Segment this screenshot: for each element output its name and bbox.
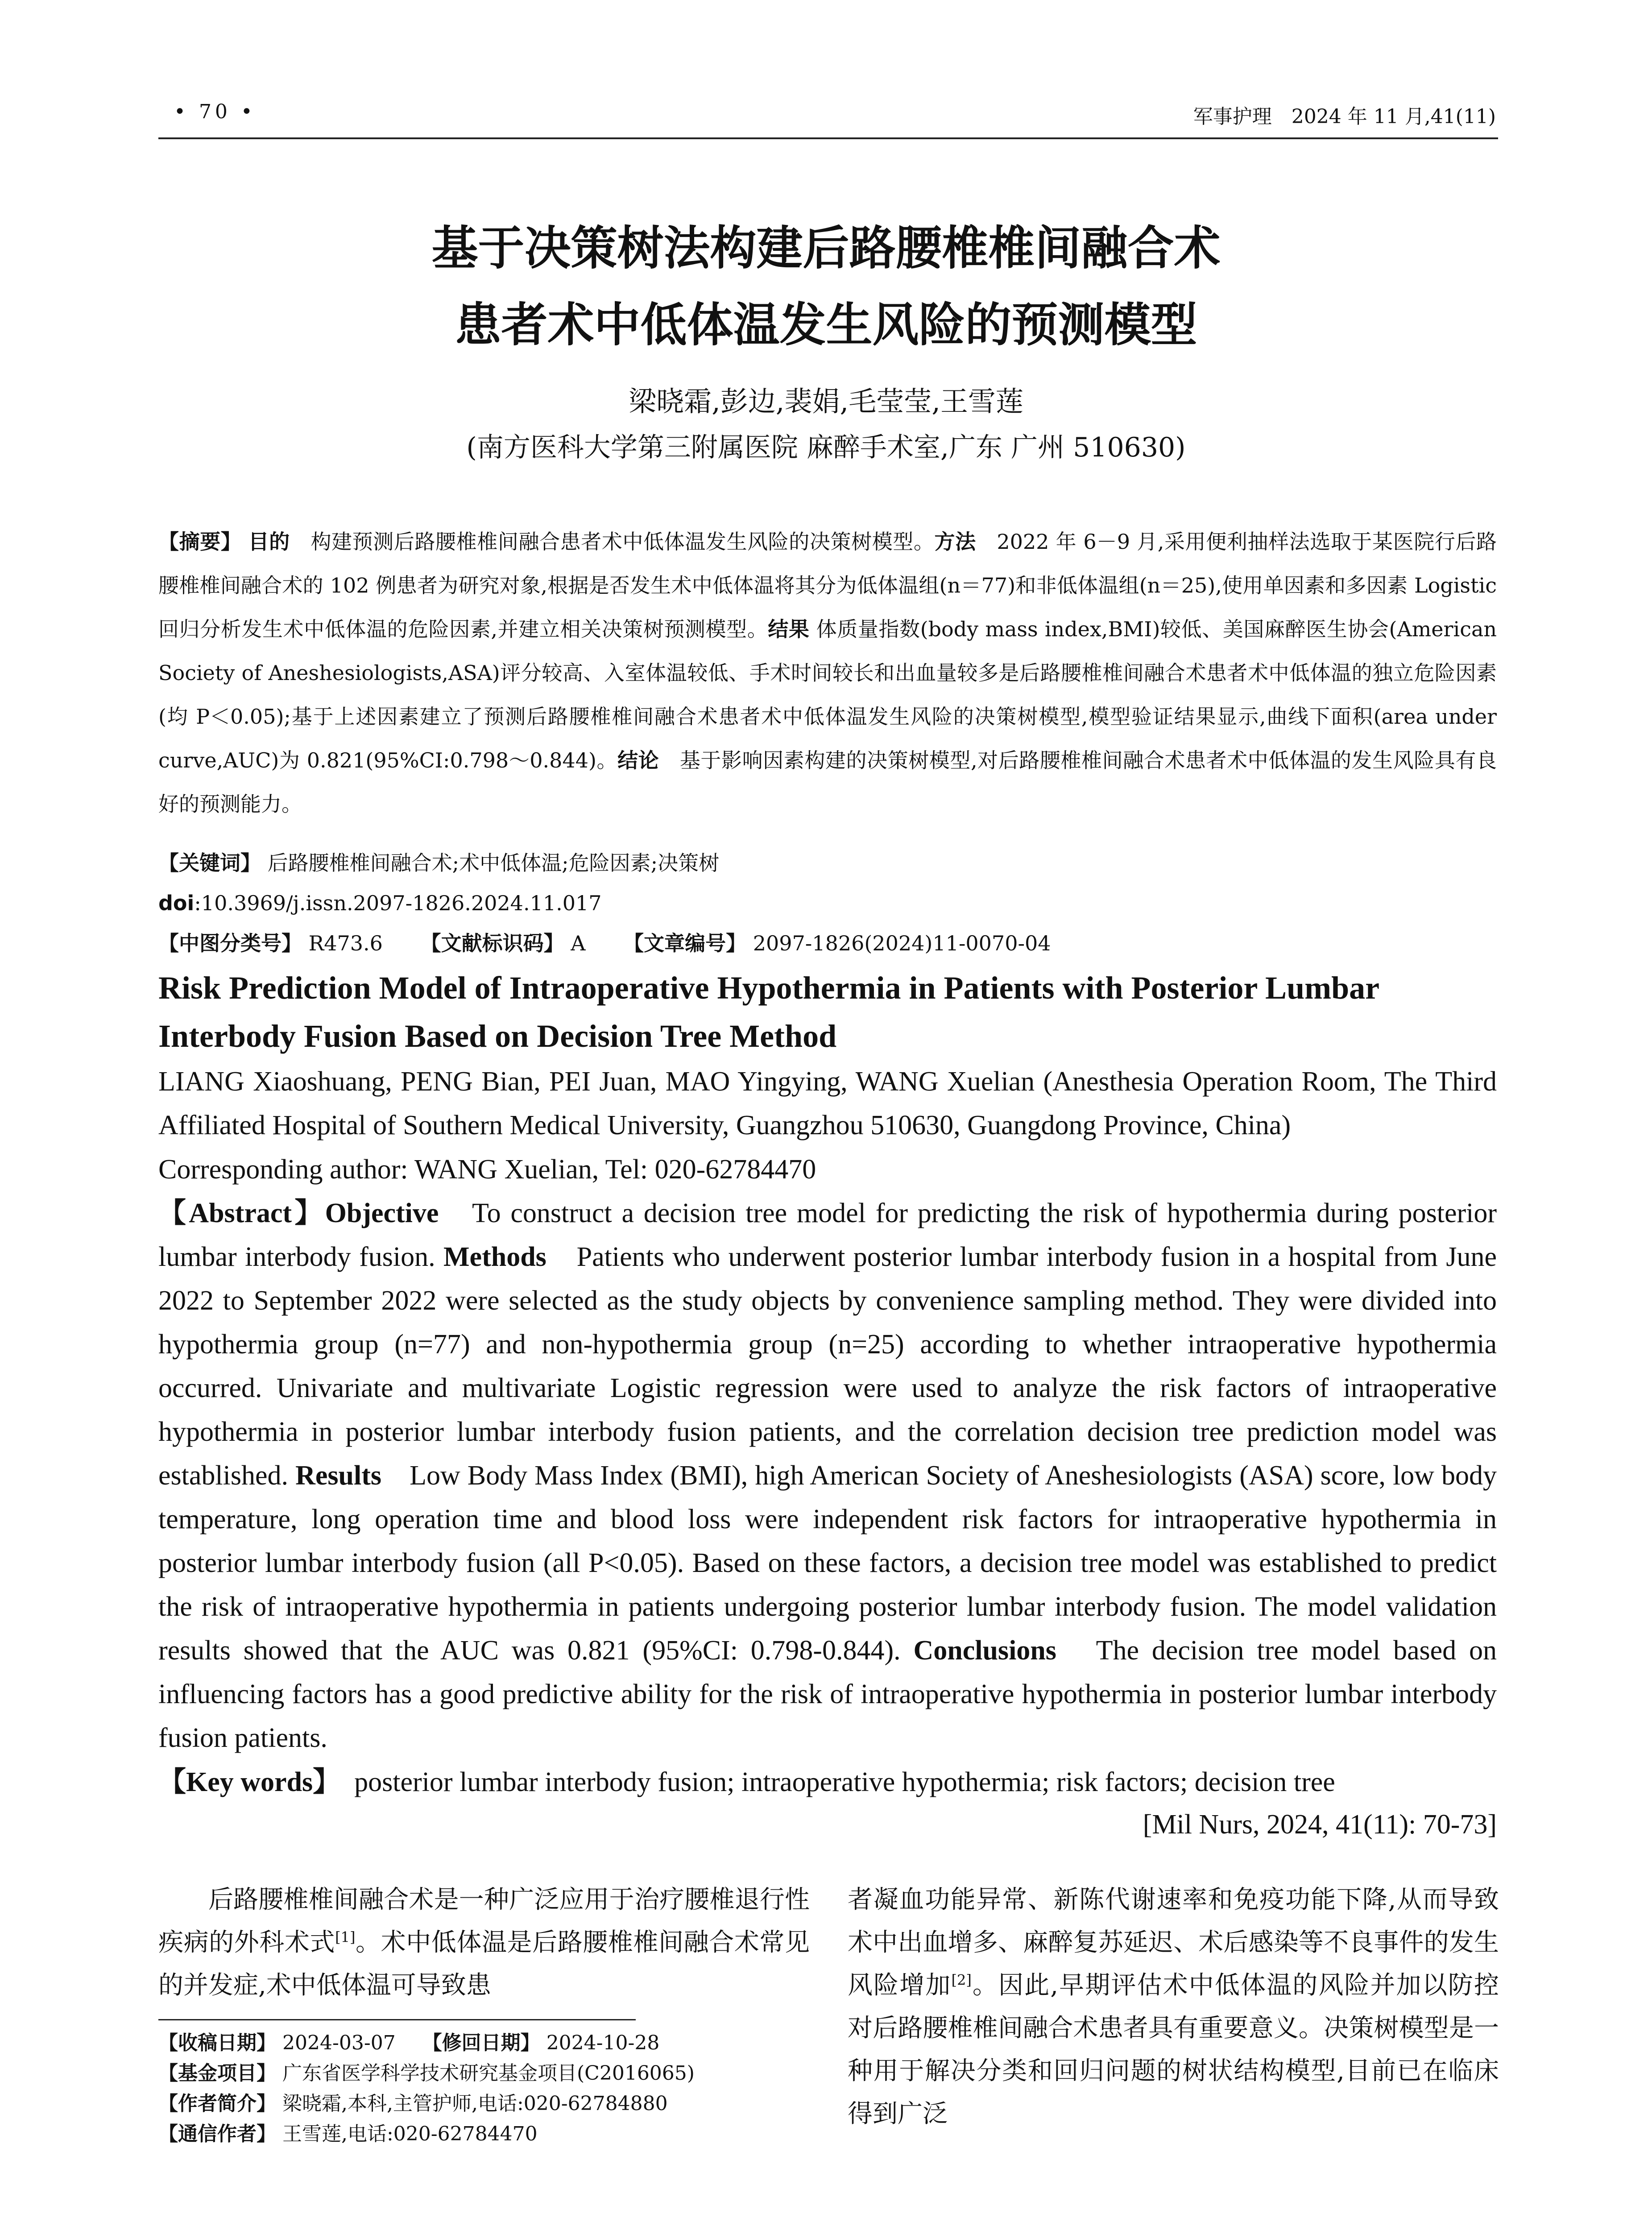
en-conclusions-text: The decision tree model based on influencing factors has a good predictive ability for the risk of intraoperative hypothermia in posterior lumbar interbody fusion patients. <box>158 1635 1497 1753</box>
clc-label: 【中图分类号】 <box>158 931 302 955</box>
fund-label: 【基金项目】 <box>158 2062 276 2085</box>
footnote-author <box>158 2089 810 2119</box>
en-objective-text: To construct a decision tree model for predicting the risk of hypothermia during posterior lumbar interbody fusion. <box>158 1198 1497 1272</box>
footnote-rule <box>158 2019 636 2020</box>
journal-info: 军事护理 2024 年 11 月,41(11) <box>1193 105 1496 128</box>
received-date: 2024-03-07 <box>282 2032 396 2054</box>
header-rule <box>158 137 1498 139</box>
footnote-fund <box>158 2058 810 2089</box>
english-keywords <box>158 1760 1497 1804</box>
author-info-label: 【作者简介】 <box>158 2092 276 2115</box>
clc-value: R473.6 <box>308 931 383 955</box>
title-line-1: 基于决策树法构建后路腰椎椎间融合术 <box>431 221 1221 275</box>
objective-label: 目的 <box>248 530 290 554</box>
doc-code-label: 【文献标识码】 <box>420 931 564 955</box>
en-keywords-text: posterior lumbar interbody fusion; intraoperative hypothermia; risk factors; decision tree <box>354 1767 1335 1797</box>
en-objective-label: Objective <box>325 1198 439 1228</box>
english-authors-affiliation: LIANG Xiaoshuang, PENG Bian, PEI Juan, MAO Yingying, WANG Xuelian (Anesthesia Operation Room, The Third Affiliated Hospital of Southern Medical University, Guangzhou 510630, Guangdong Province, China) <box>158 1066 1497 1140</box>
body-column-right <box>848 1879 1499 2136</box>
doc-code-value: A <box>571 931 586 955</box>
title-line-2: 患者术中低体温发生风险的预测模型 <box>455 298 1197 352</box>
citation: [Mil Nurs, 2024, 41(11): 70-73] <box>1143 1809 1497 1840</box>
body-left-text-a: 后路腰椎椎间融合术是一种广泛应用于治疗腰椎退行性疾病的外科术式 <box>158 1885 810 1957</box>
footnotes <box>158 2028 810 2149</box>
body-right-text-a: 者凝血功能异常、新陈代谢速率和免疫功能下降,从而导致术中出血增多、麻醉复苏延迟、术后感染等不良事件的发生风险增加 <box>848 1885 1499 2000</box>
author-info-text: 梁晓霜,本科,主管护师,电话:020-62784880 <box>282 2092 668 2115</box>
en-results-text: Low Body Mass Index (BMI), high American Society of Aneshesiologists (ASA) score, low body temperature, long operation time and blood loss were independent risk factors for intraoperative hypothermia in posterior lumbar interbody fusion (all P<0.05). Based on these factors, a decision tree model was established to predict the risk of intraoperative hypothermia in patients undergoing posterior lumbar interbody fusion. The model validation results showed that the AUC was 0.821 (95%CI: 0.798-0.844). <box>158 1460 1497 1666</box>
fund-text: 广东省医学科学技术研究基金项目(C2016065) <box>282 2062 695 2085</box>
en-methods-label: Methods <box>443 1242 547 1272</box>
methods-label: 方法 <box>934 530 976 554</box>
en-conclusions-label: Conclusions <box>913 1635 1056 1666</box>
abstract-label: 【摘要】 <box>158 530 242 554</box>
doi-label: doi <box>158 891 195 915</box>
results-text: 体质量指数(body mass index,BMI)较低、美国麻醉医生协会(American Society of Aneshesiologists,ASA)评分较高、入室体温较低、手术时间较长和出血量较多是后路腰椎椎间融合术患者术中低体温的独立危险因素(均 P＜0.05);基于上述因素建立了预测后路腰椎椎间融合术患者术中低体温发生风险的决策树模型,模型验证结果显示,曲线下面积(area under curve,AUC)为 0.821(95%CI:0.798～0.844)。 <box>158 617 1497 772</box>
article-no-label: 【文章编号】 <box>623 931 747 955</box>
revised-label: 【修回日期】 <box>422 2032 540 2054</box>
conclusions-text: 基于影响因素构建的决策树模型,对后路腰椎椎间融合术患者术中低体温的发生风险具有良好的预测能力。 <box>158 748 1497 816</box>
en-results-label: Results <box>295 1460 381 1491</box>
authors: 梁晓霜,彭边,裴娟,毛莹莹,王雪莲 <box>629 385 1023 418</box>
classification-line <box>158 921 1497 965</box>
body-right-text-b: 。因此,早期评估术中低体温的风险并加以防控对后路腰椎椎间融合术患者具有重要意义。决策树模型是一种用于解决分类和回归问题的树状结构模型,目前已在临床得到广泛 <box>848 1971 1499 2128</box>
doi-line <box>158 881 1497 925</box>
body-left-text-b: 。术中低体温是后路腰椎椎间融合术常见的并发症,术中低体温可导致患 <box>158 1928 810 2000</box>
page-number: • 70 • <box>174 100 256 123</box>
chinese-keywords <box>158 841 1497 885</box>
english-title: Risk Prediction Model of Intraoperative Hypothermia in Patients with Posterior Lumbar Interbody Fusion Based on Decision Tree Method <box>158 970 1379 1054</box>
reference-1[interactable]: [1] <box>335 1928 356 1946</box>
methods-text: 2022 年 6－9 月,采用便利抽样法选取于某医院行后路腰椎椎间融合术的 102 例患者为研究对象,根据是否发生术中低体温将其分为低体温组(n＝77)和非低体温组(n＝25),使用单因素和多因素 Logistic 回归分析发生术中低体温的危险因素,并建立相关决策树预测模型。 <box>158 530 1497 641</box>
reference-2[interactable]: [2] <box>951 1971 972 1989</box>
doi-text: :10.3969/j.issn.2097-1826.2024.11.017 <box>194 891 602 915</box>
chinese-abstract <box>158 520 1497 826</box>
keywords-label: 【关键词】 <box>158 851 261 875</box>
revised-date: 2024-10-28 <box>546 2032 660 2054</box>
keywords-text: 后路腰椎椎间融合术;术中低体温;危险因素;决策树 <box>267 851 720 875</box>
en-methods-text: Patients who underwent posterior lumbar interbody fusion in a hospital from June 2022 to September 2022 were selected as the study objects by convenience sampling method. They were divided into hypothermia group (n=77) and non-hypothermia group (n=25) according to whether intraoperative hypothermia occurred. Univariate and multivariate Logistic regression were used to analyze the risk factors of intraoperative hypothermia in posterior lumbar interbody fusion patients, and the correlation decision tree prediction model was established. <box>158 1242 1497 1491</box>
affiliation: (南方医科大学第三附属医院 麻醉手术室,广东 广州 510630) <box>466 432 1186 463</box>
page-title <box>0 210 1652 363</box>
objective-text: 构建预测后路腰椎椎间融合患者术中低体温发生风险的决策树模型。 <box>311 530 935 554</box>
article-no-value: 2097-1826(2024)11-0070-04 <box>753 931 1051 955</box>
en-abstract-label: 【Abstract】 <box>158 1198 325 1228</box>
english-corresponding-author: Corresponding author: WANG Xuelian, Tel: 020-62784470 <box>158 1154 816 1185</box>
received-label: 【收稿日期】 <box>158 2032 276 2054</box>
corresponding-text: 王雪莲,电话:020-62784470 <box>282 2123 538 2145</box>
en-keywords-label: 【Key words】 <box>158 1767 327 1797</box>
conclusions-label: 结论 <box>617 748 659 772</box>
body-column-left <box>158 1879 810 2007</box>
corresponding-label: 【通信作者】 <box>158 2123 276 2145</box>
english-abstract <box>158 1191 1497 1760</box>
footnote-dates <box>158 2028 810 2058</box>
results-label: 结果 <box>768 617 810 641</box>
footnote-corresponding <box>158 2119 810 2149</box>
